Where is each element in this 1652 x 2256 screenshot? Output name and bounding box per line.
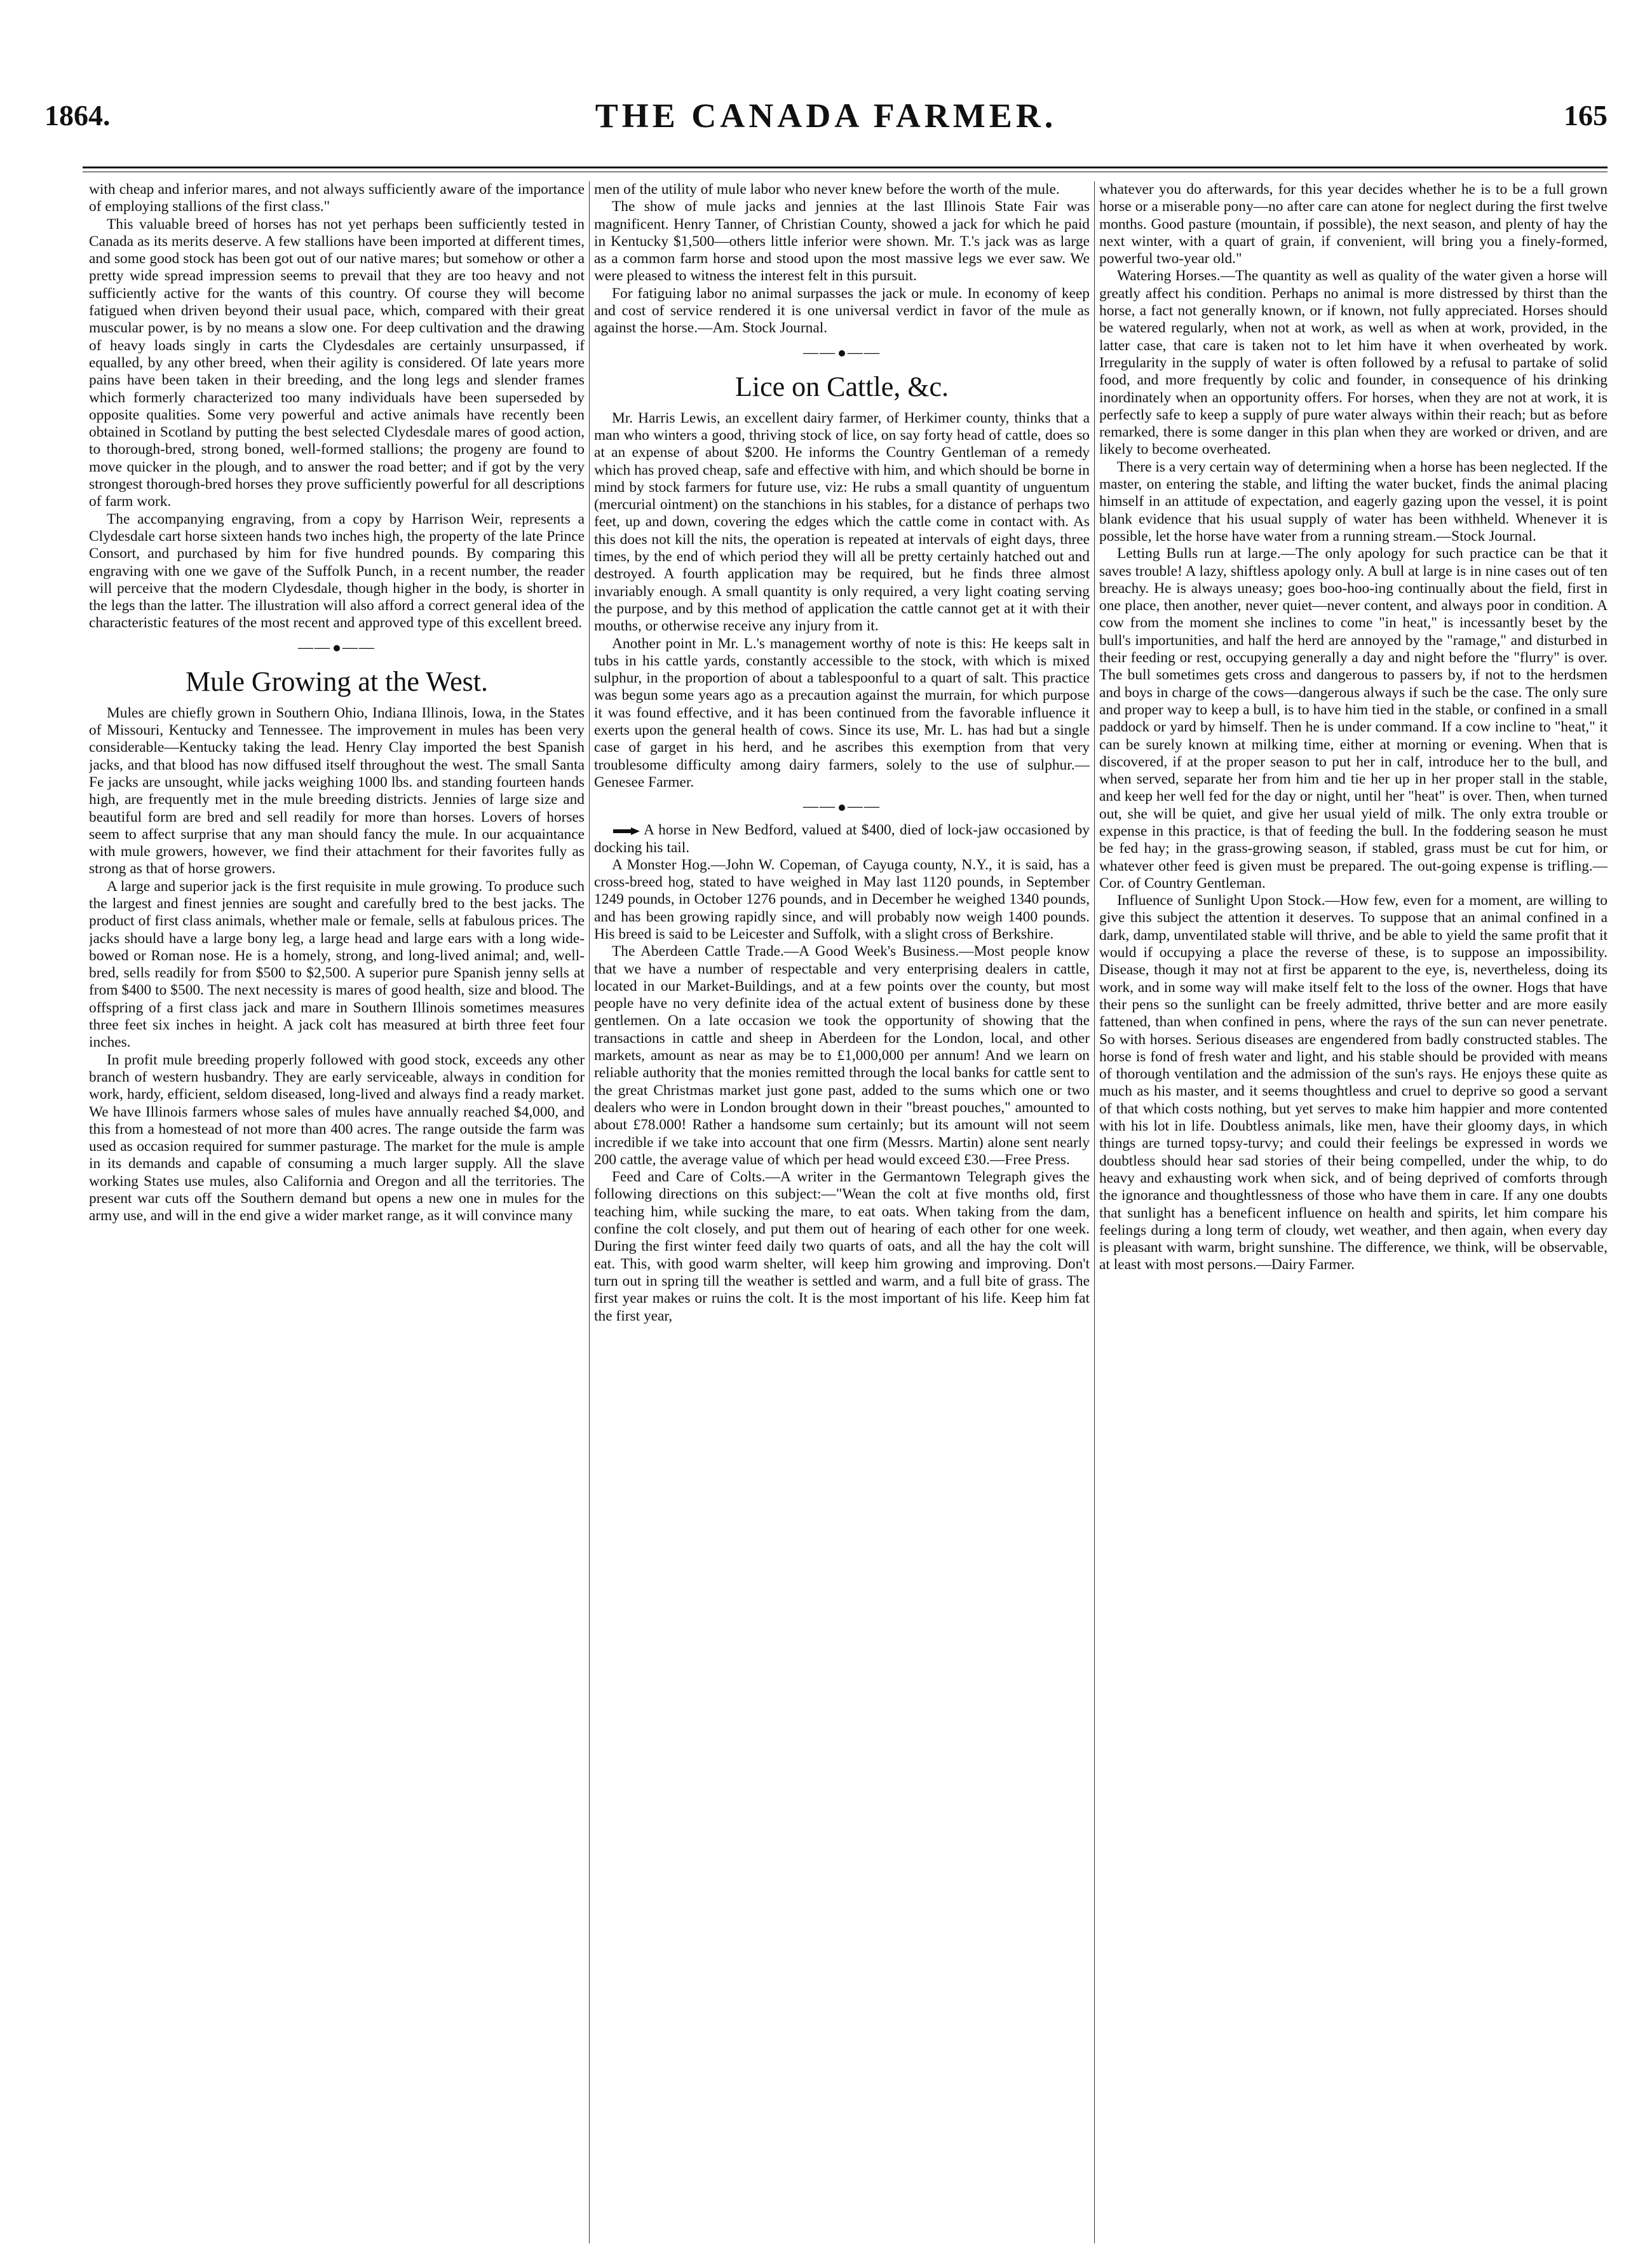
article-paragraph: men of the utility of mule labor who never knew before the worth of the mule. <box>594 181 1060 198</box>
header-year: 1864. <box>44 99 111 132</box>
article-paragraph: There is a very certain way of determining when a horse has been neglected. If the master, on entering the stable, and lifting the water bucket, finds the animal placing himself in an attitude of expectation, and eagerly gazing upon the vessel, it is point blank evidence that his usual supply of water has been withheld. Whenever it is possible, let the horse have water from a running stream.—Stock Journal. <box>1099 458 1608 545</box>
section-divider: —— —— <box>803 344 881 361</box>
header-rule-thick <box>83 166 1608 168</box>
section-title-mule-growing: Mule Growing at the West. <box>186 665 488 697</box>
pointing-hand-icon <box>612 826 641 837</box>
article-paragraph: A large and superior jack is the first requisite in mule growing. To produce such the largest and finest jennies are sought and carefully bred to the best jacks. The product of first class animals, whether male or female, sells at fabulous prices. The jacks should have a large bony leg, a large head and large ears with a long wide-bowed or Roman nose. He is a homely, strong, and long-lived animal; and, well-bred, sells readily for from $500 to $2,500. A superior pure Spanish jenny sells at from $400 to $500. The next necessity is mares of good health, size and blood. The offspring of a first class jack and mare in Southern Illinois sometimes measures three feet six inches in height. A jack colt has measured at birth three feet four inches. <box>89 878 585 1051</box>
column-divider <box>589 181 590 2243</box>
column-1 <box>89 181 585 2243</box>
article-paragraph: with cheap and inferior mares, and not always sufficiently aware of the importance of employing stallions of the first class." <box>89 181 585 215</box>
article-paragraph: This valuable breed of horses has not yet perhaps been sufficiently tested in Canada as its merits deserve. A few stallions have been imported at different times, and some good stock has been got out of our native mares; but somehow or other a pretty wide spread impression seems to prevail that they are too heavy and not sufficiently active for the wants of this country. Of course they will become fatigued when driven beyond their usual pace, which, compared with their great muscular power, is by no means a slow one. For deep cultivation and the drawing of heavy loads singly in carts the Clydesdales are certainly unsurpassed, if equalled, by any other breed, when their agility is considered. Of late years more pains have been taken in their breeding, and the long legs and slender frames which formerly characterized too many individuals have been superseded by opposite qualities. Some very powerful and active animals have recently been obtained in Scotland by putting the best selected Clydesdale mares of good action, to thorough-bred, strong boned, well-formed stallions; the progeny are found to move quicker in the plough, and to answer the road better; and if got by the very strongest thorough-bred horses they prove sufficiently powerful for all descriptions of farm work. <box>89 215 585 510</box>
column-2 <box>594 181 1090 2243</box>
article-paragraph: For fatiguing labor no animal surpasses the jack or mule. In economy of keep and cost of service rendered it is one universal verdict in favor of the mule as against the horse.—Am. Stock Journal. <box>594 285 1090 337</box>
article-paragraph: Another point in Mr. L.'s management worthy of note is this: He keeps salt in tubs in his cattle yards, constantly accessible to the stock, with which is mixed sulphur, in the proportion of about a tablespoonful to a quart of salt. This practice was begun some years ago as a precaution against the murrain, for which purpose it was found effective, and it has been continued from the favorable influence it exerts upon the general health of cows. Since its use, Mr. L. has had but a single case of garget in his herd, and he ascribes this exemption from that very troublesome difficulty among dairy farmers, solely to the use of sulphur.—Genesee Farmer. <box>594 635 1090 791</box>
page-number: 165 <box>1564 99 1608 132</box>
article-paragraph: In profit mule breeding properly followed with good stock, exceeds any other branch of western husbandry. They are early serviceable, always in condition for work, hardy, efficient, seldom diseased, long-lived and always find a ready market. We have Illinois farmers whose sales of mules have annually reached $4,000, and this from a homestead of not more than 400 acres. The range outside the farm was used as occasion required for summer pasturage. The market for the mule is ample in its demands and capable of consuming a much larger supply. All the slave working States use mules, also California and Oregon and all the territories. The present war cuts off the Southern demand but opens a new one in mules for the army use, and will in the end give a wider market range, as it will convince many <box>89 1051 585 1225</box>
article-paragraph: Mr. Harris Lewis, an excellent dairy farmer, of Herkimer county, thinks that a man who winters a good, thriving stock of lice, on say forty head of cattle, does so at an expense of about $200. He informs the Country Gentleman of a remedy which has proved cheap, safe and effective with him, and which should be borne in mind by stock farmers for future use, viz: He rubs a small quantity of unguentum (mercurial ointment) on the stanchions in his stables, for a distance of perhaps two feet, up and down, covering the edges which the cattle come in contact with. As this does not kill the nits, the operation is repeated at intervals of eight days, three times, by the end of which period they will all be pretty certainly hatched out and destroyed. A fourth application may be required, but he finds three almost invariably enough. A small quantity is only required, a very light coating serving the purpose, and by this method of application the cattle cannot get at it with their mouths, or otherwise receive any injury from it. <box>594 409 1090 635</box>
article-paragraph: Watering Horses.—The quantity as well as quality of the water given a horse will greatly affect his condition. Perhaps no animal is more distressed by thirst than the horse, a fact not generally known, or if known, not fully appreciated. Horses should be watered regularly, when not at work, as well as when at work, provided, in the latter case, that care is taken not to let him have it when overheated by work. Irregularity in the supply of water is often followed by a refusal to partake of solid food, and more frequently by colic and founder, in consequence of his drinking inordinately when an opportunity offers. For horses, when they are not at work, it is perfectly safe to keep a supply of pure water always within their reach; but as before remarked, there is some danger in this plan when they are worked or driven, and are likely to become overheated. <box>1099 268 1608 458</box>
article-paragraph: Influence of Sunlight Upon Stock.—How few, even for a moment, are willing to give this subject the attention it deserves. To suppose that an animal confined in a dark, damp, unventilated stable will thrive, and be able to yield the same profit that it would if occupying a place the reverse of these, is to suppose an impossibility. Disease, though it may not at first be apparent to the eye, is, nevertheless, doing its work, and in some way will make itself felt to the loss of the owner. Hogs that have their pens so the sunlight can be freely admitted, thrive better and are more easily fattened, than when confined in pens, where the rays of the sun can never penetrate. So with horses. Serious diseases are engendered from badly constructed stables. The horse is fond of fresh water and light, and his stable should be provided with means of thorough ventilation and the admission of the sun's rays. He enjoys these quite as much as his master, and it seems thoughtless and cruel to deprive so good a servant of that which costs nothing, but yet serves to make him happier and more contented with his lot in life. Doubtless animals, like men, have their gloomy days, in which things are turned topsy-turvy; and could their feelings be expressed in words we doubtless should hear sad stories of their being compelled, under the whip, to do heavy and exhausting work when sick, and of being deprived of comforts through the ignorance and thoughtlessness of those who have them in care. If any one doubts that sunlight has a beneficent influence on health and spirits, let him compare his feelings during a long term of cloudy, wet weather, and then again, when every day is pleasant with warm, bright sunshine. The difference, we think, will be observable, at least with most persons.—Dairy Farmer. <box>1099 892 1608 1274</box>
masthead-title: THE CANADA FARMER. <box>595 97 1057 135</box>
news-note: The Aberdeen Cattle Trade.—A Good Week's Business.—Most people know that we have a number of respectable and very enterprising dealers in cattle, located in our Market-Buildings, and at a few points over the county, but most people have no very definite idea of the actual extent of business done by these gentlemen. On a late occasion we took the opportunity of showing that the transactions in cattle and sheep in Aberdeen for the London, local, and other markets, amount as near as may be to £1,000,000 per annum! And we learn on reliable authority that the monies remitted through the local banks for cattle sent to the great Christmas market just gone past, added to the sums which one or two dealers who were in London brought down in their "breast pouches," amounted to about £78.000! Rather a handsome sum certainly; but its amount will not seem incredible if we take into account that one firm (Messrs. Martin) alone sent nearly 200 cattle, the average value of which per head would exceed £30.—Free Press. <box>594 943 1090 1168</box>
article-paragraph: The accompanying engraving, from a copy by Harrison Weir, represents a Clydesdale cart horse sixteen hands two inches high, the property of the late Prince Consort, and purchased by him for five hundred pounds. By comparing this engraving with one we gave of the Suffolk Punch, in a recent number, the reader will perceive that the modern Clydesdale, though higher in the body, is shorter in the legs than the latter. The illustration will also afford a correct general idea of the characteristic features of the most recent and approved type of this excellent breed. <box>89 510 585 632</box>
column-3 <box>1099 181 1608 2243</box>
section-title-lice-on-cattle: Lice on Cattle, &c. <box>735 370 949 402</box>
section-divider: —— —— <box>298 639 376 656</box>
news-note: A Monster Hog.—John W. Copeman, of Cayuga county, N.Y., it is said, has a cross-breed hog, stated to have weighed in May last 1120 pounds, in September 1249 pounds, in October 1276 pounds, and in December he weighed 1340 pounds, and has been growing rapidly since, and will probably now weigh 1400 pounds. His breed is said to be Leicester and Suffolk, with a slight cross of Berkshire. <box>594 856 1090 942</box>
news-note <box>594 822 1090 857</box>
article-paragraph: The show of mule jacks and jennies at the last Illinois State Fair was magnificent. Henry Tanner, of Christian County, showed a jack for which he paid in Kentucky $1,500—others little inferior were shown. Mr. T.'s jack was as large as a common farm horse and stood upon the most massive legs we ever saw. We were pleased to witness the interest felt in this pursuit. <box>594 198 1090 285</box>
news-note-text: A horse in New Bedford, valued at $400, died of lock-jaw occasioned by docking his tail. <box>594 822 1090 856</box>
page-header <box>44 99 1608 156</box>
article-paragraph: Mules are chiefly grown in Southern Ohio, Indiana Illinois, Iowa, in the States of Missouri, Kentucky and Tennessee. The improvement in mules has been very considerable—Kentucky taking the lead. Henry Clay imported the best Spanish jacks, and that blood has now diffused itself throughout the west. The small Santa Fe jacks are unsought, while jacks weighing 1000 lbs. and standing fourteen hands high, are frequently met in the mule breeding districts. Jennies of large size and beautiful form are bred and sell readily for more than horses. Lovers of horses seem to affect surprise that any man should fancy the mule. In our acquaintance with mule growers, however, we find their attachment for their favorites fully as strong as that of horse growers. <box>89 704 585 878</box>
article-paragraph: whatever you do afterwards, for this year decides whether he is to be a full grown horse or a miserable pony—no after care can atone for neglect during the first twelve months. Good pasture (mountain, if possible), the next season, and plenty of hay the next winter, with a quart of grain, if convenient, will bring you a finely-formed, powerful two-year old." <box>1099 181 1608 268</box>
column-divider <box>1094 181 1095 2243</box>
section-divider: —— —— <box>803 798 881 815</box>
news-note: Feed and Care of Colts.—A writer in the Germantown Telegraph gives the following directions on this subject:—"Wean the colt at five months old, first teaching him, while sucking the mare, to eat oats. When taking from the dam, confine the colt closely, and put them out of hearing of each other for one week. During the first winter feed daily two quarts of oats, and all the hay the colt will eat. This, with good warm shelter, will keep him growing and improving. Don't turn out in spring till the weather is settled and warm, and a full bite of grass. The first year makes or ruins the colt. It is the most important of his life. Keep him fat the first year, <box>594 1169 1090 1324</box>
article-paragraph: Letting Bulls run at large.—The only apology for such practice can be that it saves trouble! A lazy, shiftless apology only. A bull at large is in nine cases out of ten breachy. He is always uneasy; goes boo-hoo-ing continually about the field, first in one place, then another, never quiet—never content, and always poor in condition. A cow from the moment she inclines to come "in heat," is incessantly beset by the bull's importunities, and half the herd are annoyed by the "ramage," and disturbed in their feeding or rest, occupying generally a day and night before the "flurry" is over. The bull sometimes gets cross and dangerous to passers by, if not to the herdsmen and boys in charge of the cows—dangerous always if such be the case. The only sure and proper way to keep a bull, is to have him tied in the stable, or confined in a small paddock or yard by himself. Then he is under command. If a cow incline to "heat," it can be surely known at milking time, either at morning or evening. When that is discovered, if at the proper season to put her in calf, introduce her to the bull, and when served, separate her from him and tie her up in her proper stall in the stable, and keep her well fed for the day or night, until her "heat" is over. Then, when turned out, she will be quiet, and give her usual yield of milk. The only extra trouble or expense in this practice, is that of feeding the bull. In the foddering season he must be fed hay; in the grass-growing season, if stabled, grass must be cut for him, or whatever other feed is given must be prepared. The out-going expense is trifling.—Cor. of Country Gentleman. <box>1099 545 1608 892</box>
